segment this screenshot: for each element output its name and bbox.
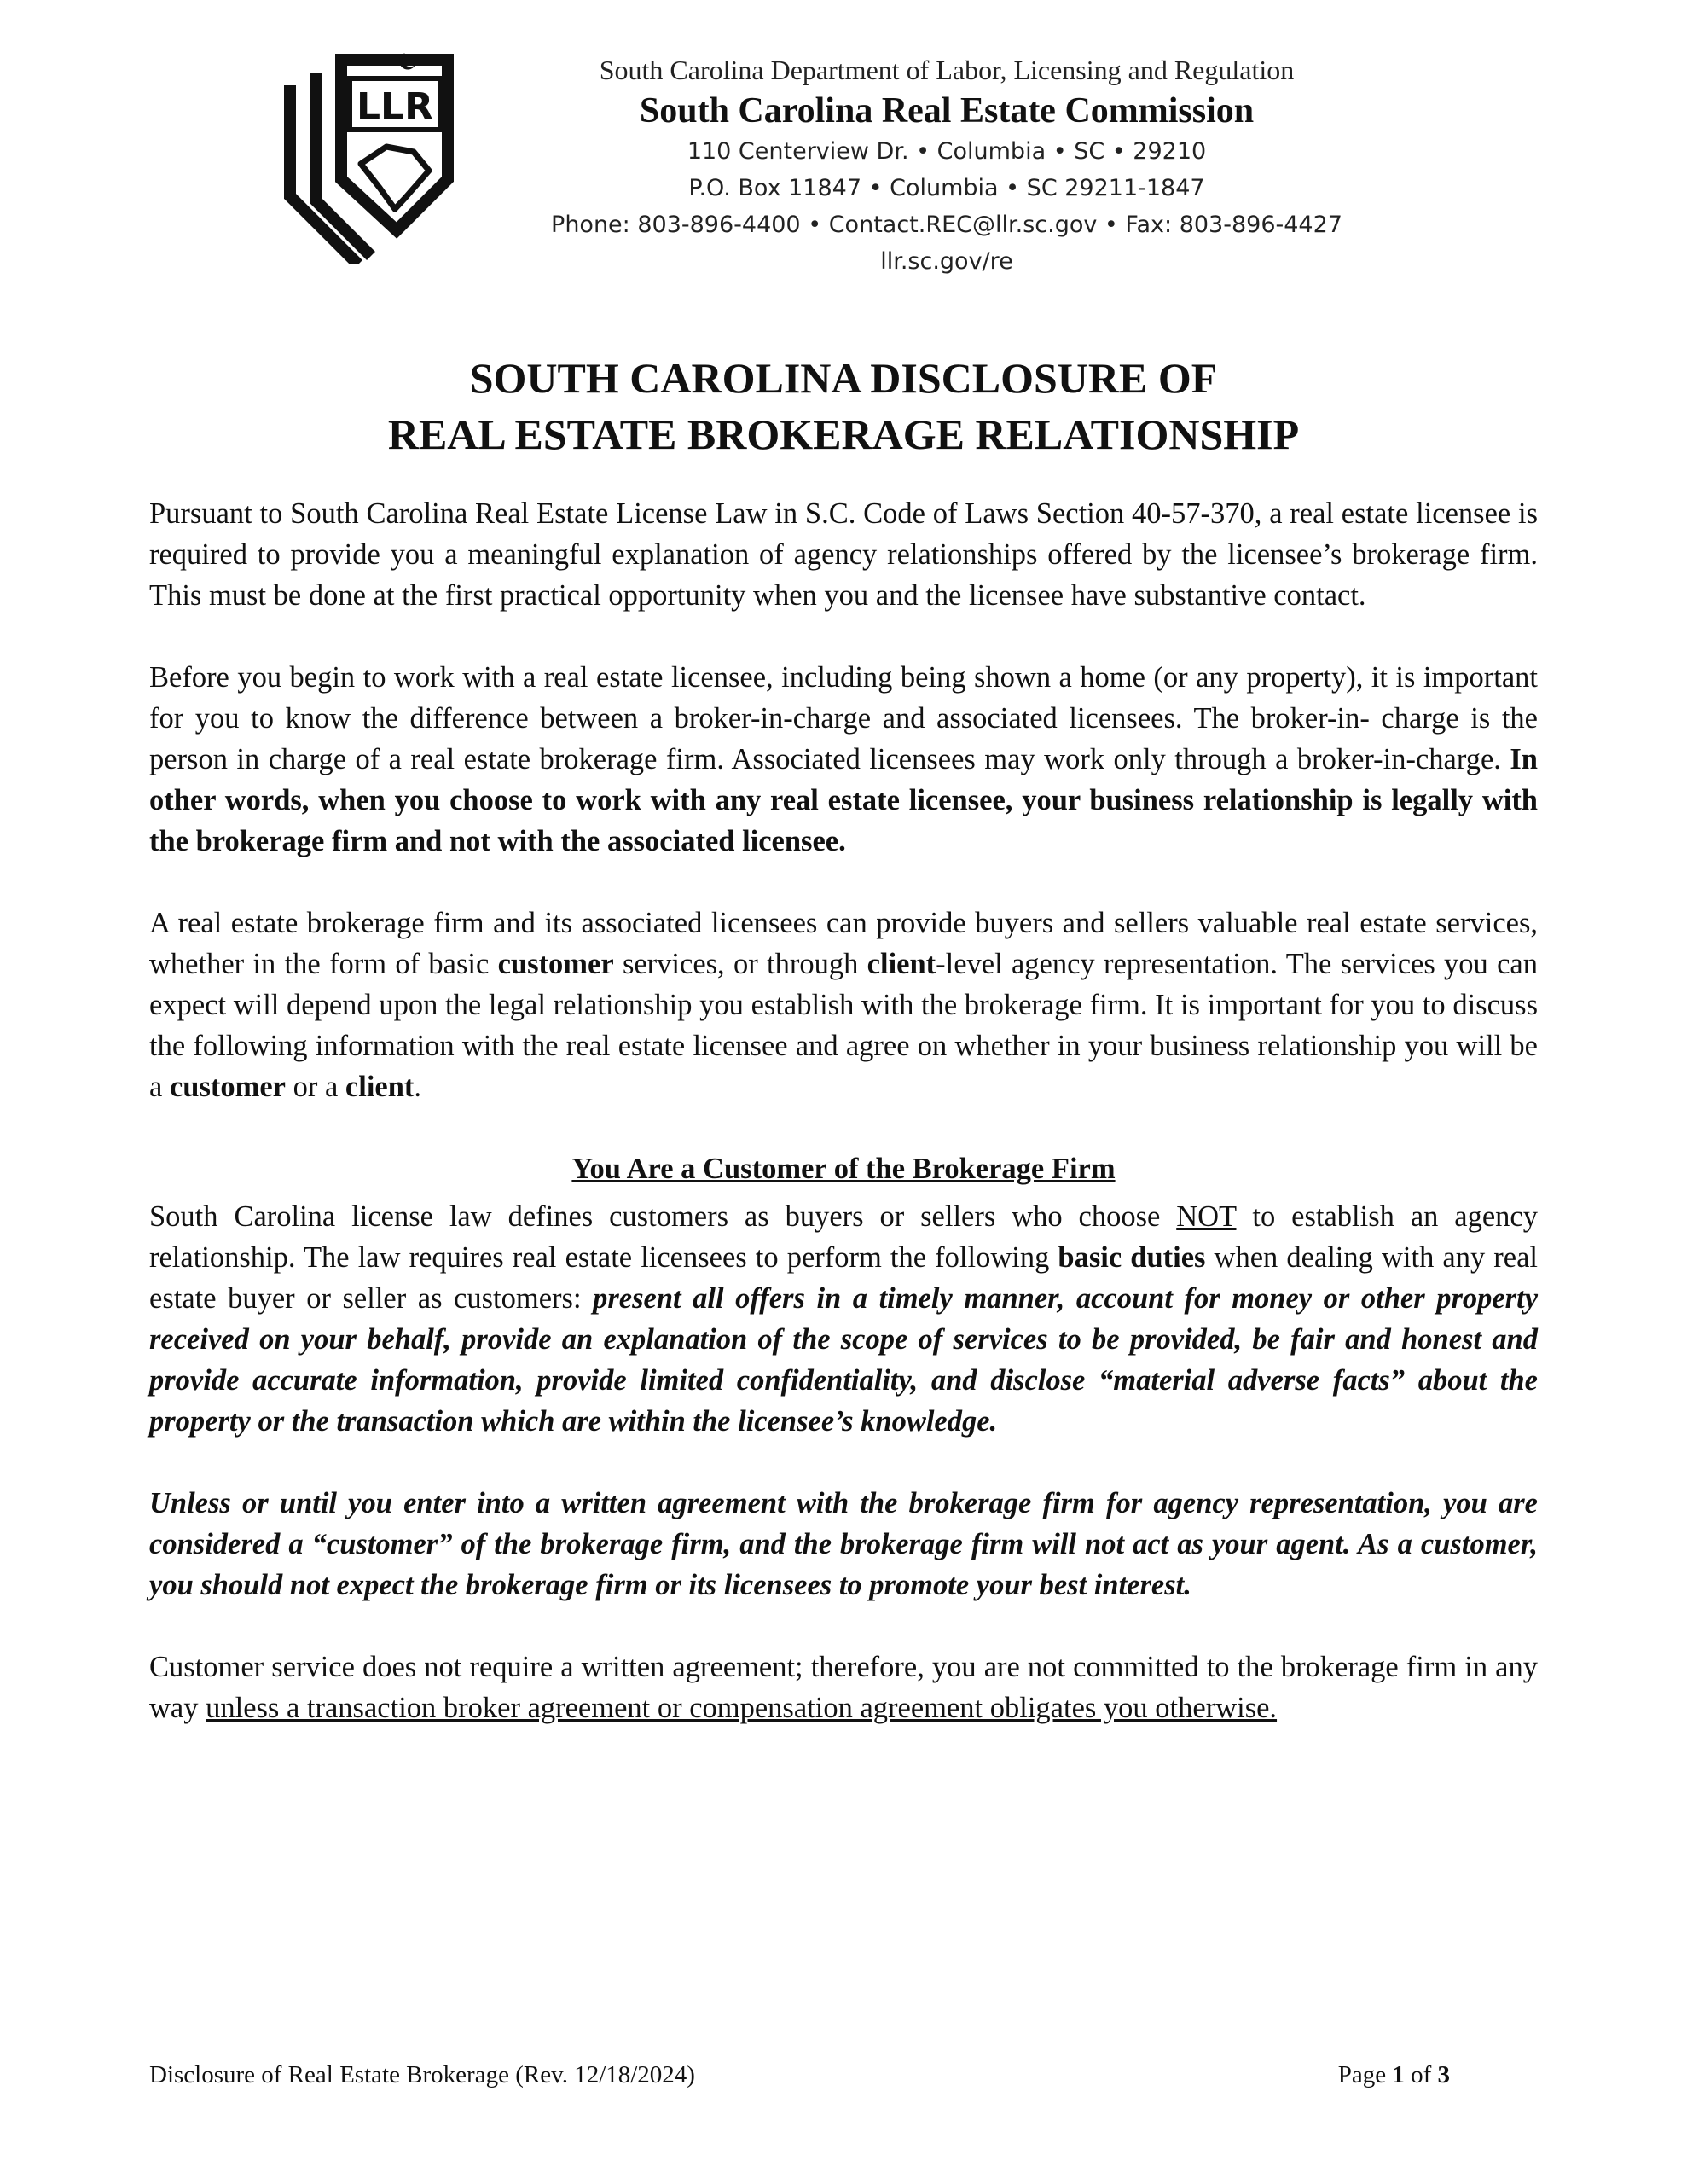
- llr-logo: [277, 51, 465, 264]
- title-line-2: REAL ESTATE BROKERAGE RELATIONSHIP: [387, 410, 1300, 458]
- duties-underline-not: NOT: [1176, 1200, 1237, 1233]
- services-text-1: A real estate brokerage firm and its associated licensees can provide buyers and sellers valuable real estate services, whether in the form of basic: [149, 907, 1538, 980]
- commission-name: South Carolina Real Estate Commission: [639, 91, 1255, 131]
- duties-text-3: when dealing with any real estate buyer or seller as customers:: [149, 1241, 1539, 1315]
- page-current: 1: [1392, 2061, 1405, 2088]
- letterhead: [478, 51, 1416, 280]
- service-underline: unless a transaction broker agreement or compensation agreement obligates you otherwise.: [206, 1692, 1278, 1724]
- paragraph-intro: Pursuant to South Carolina Real Estate License Law in S.C. Code of Laws Section 40-57-370, a real estate licensee is required to provide you a meaningful explanation of agency relationships offered by the licensee’s brokerage firm. This must be done at the first practical opportunity when you and the licensee have substantive contact.: [149, 497, 1538, 612]
- paragraph-written-agreement: Unless or until you enter into a written agreement with the brokerage firm for agency representation, you are considered a “customer” of the brokerage firm, and the brokerage firm will not act as your agent. As a customer, you should not expect the brokerage firm or its licensees to promote your best interest.: [149, 1487, 1538, 1601]
- department-name: South Carolina Department of Labor, Licensing and Regulation: [599, 55, 1295, 85]
- section-heading-customer: You Are a Customer of the Brokerage Firm: [571, 1153, 1116, 1185]
- website-line: llr.sc.gov/re: [880, 248, 1013, 275]
- page-total: 3: [1437, 2061, 1450, 2088]
- document-body: [149, 493, 1538, 1769]
- services-bold-customer: customer: [497, 948, 614, 980]
- services-bold-customer-2: customer: [169, 1071, 286, 1103]
- paragraph-customer-duties: [149, 1196, 1538, 1442]
- duties-bold-basic: basic duties: [1058, 1241, 1206, 1274]
- title-line-1: SOUTH CAROLINA DISCLOSURE OF: [469, 354, 1218, 402]
- address-line-1: 110 Centerview Dr. • Columbia • SC • 29210: [687, 138, 1207, 165]
- duties-bold-italic: present all offers in a timely manner, account for money or other property received on your behalf, provide an explanation of the scope of services to be provided, be fair and honest and provide accurate information, provide limited confidentiality, and disclose “material adverse facts” about the property or the transaction which are within the licensee’s knowledge.: [149, 1282, 1539, 1438]
- services-text-5: .: [414, 1071, 422, 1103]
- service-text-1: Customer service does not require a written agreement; therefore, you are not committed to the brokerage firm in any way: [149, 1651, 1538, 1724]
- page-number: [1338, 2059, 1450, 2090]
- page-prefix: Page: [1337, 2061, 1393, 2088]
- address-line-2: P.O. Box 11847 • Columbia • SC 29211-1847: [688, 175, 1205, 201]
- paragraph-broker-text: Before you begin to work with a real estate licensee, including being shown a home (or any property), it is important for you to know the difference between a broker-in-charge and associated licensees. The broker-in- charge is the person in charge of a real estate brokerage firm. Associated licensees may work only through a broker-in-charge.: [149, 661, 1538, 775]
- contact-line: Phone: 803-896-4400 • Contact.REC@llr.sc.gov • Fax: 803-896-4427: [551, 212, 1342, 238]
- duties-text-2: to establish an agency relationship. The law requires real estate licensees to perform the following: [149, 1200, 1538, 1274]
- services-bold-client: client: [867, 948, 936, 980]
- services-bold-client-2: client: [345, 1071, 415, 1103]
- paragraph-customer-service: [149, 1647, 1538, 1728]
- paragraph-services: [149, 903, 1538, 1107]
- footer-revision: Disclosure of Real Estate Brokerage (Rev. 12/18/2024): [149, 2061, 695, 2088]
- paragraph-broker-bold: In other words, when you choose to work with any real estate licensee, your business relationship is legally with the brokerage firm and not with the associated licensee.: [149, 743, 1538, 857]
- services-text-3: -level agency representation. The services you can expect will depend upon the legal relationship you establish with the brokerage firm. It is important for you to discuss the following information with the real estate licensee and agree on whether in your business relationship you will be a: [149, 948, 1538, 1103]
- logo-text: LLR: [357, 85, 433, 129]
- paragraph-broker-in-charge: [149, 657, 1538, 862]
- services-text-2: services, or through: [613, 948, 867, 980]
- services-text-4: or a: [285, 1071, 345, 1103]
- page-mid: of: [1404, 2061, 1438, 2088]
- document-title: [149, 350, 1538, 462]
- duties-text-1: South Carolina license law defines customers as buyers or sellers who choose: [149, 1200, 1177, 1233]
